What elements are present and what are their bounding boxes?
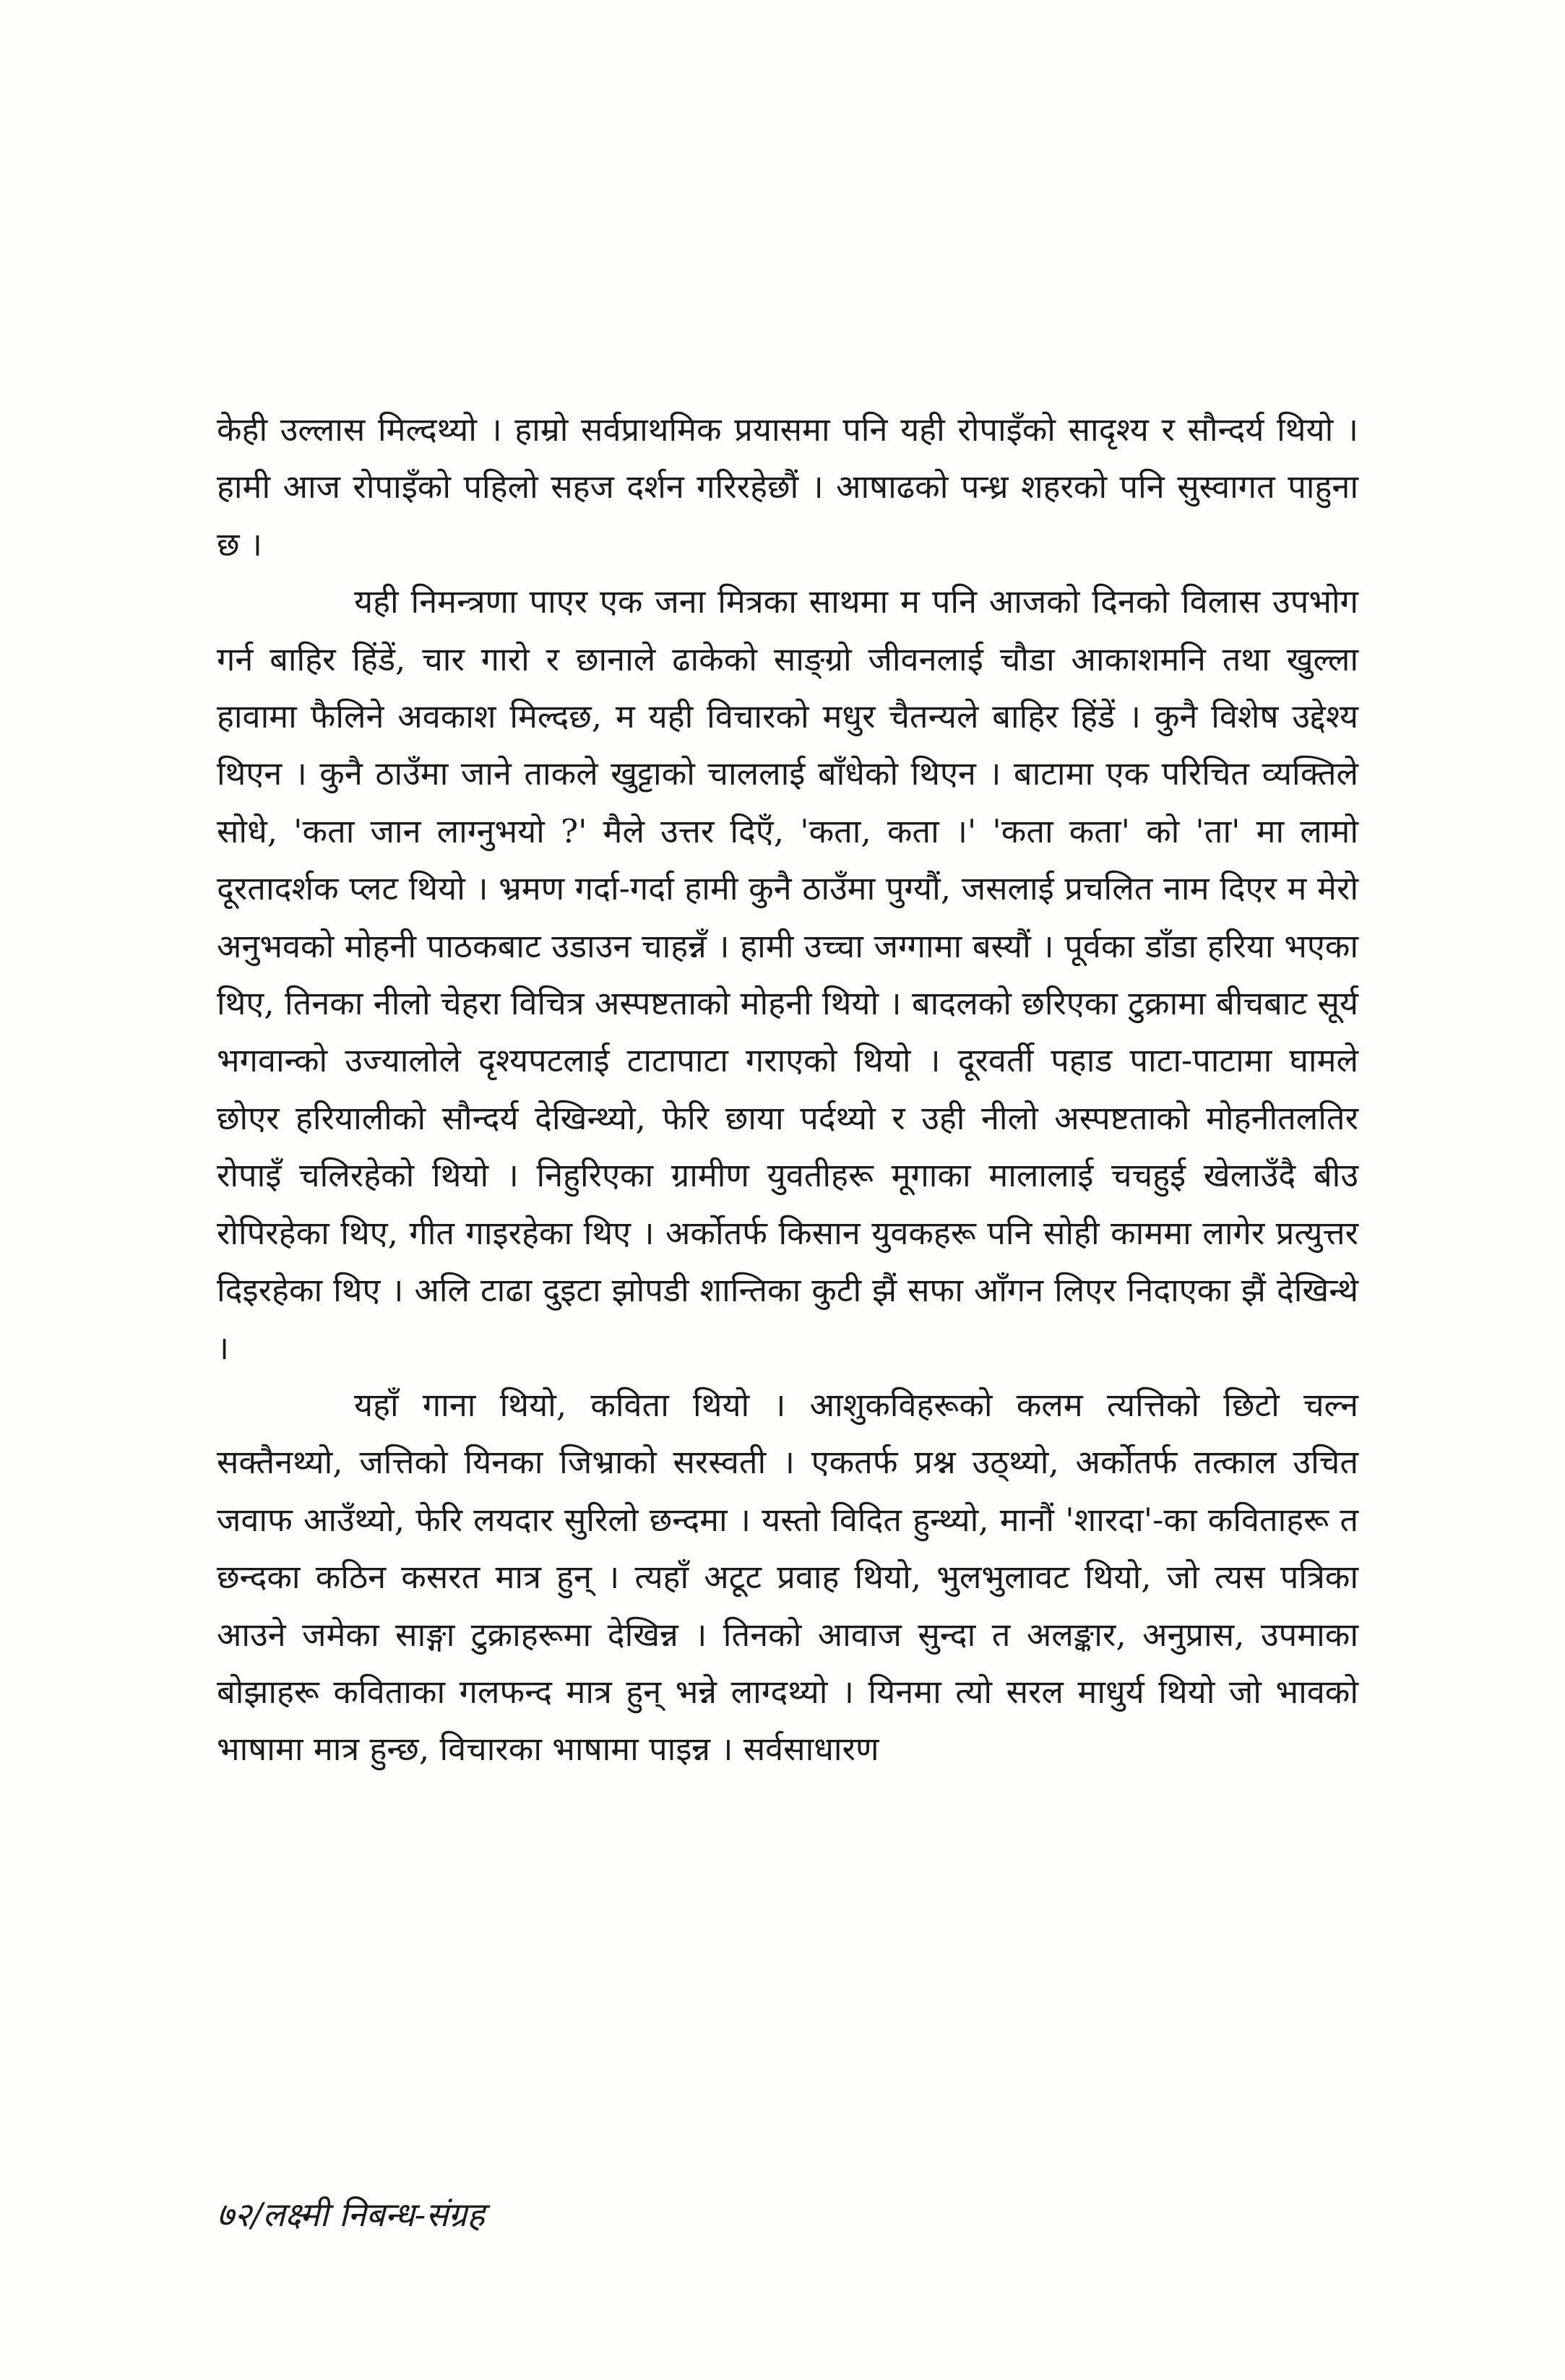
paragraph-2: यही निमन्त्रणा पाएर एक जना मित्रका साथमा म पनि आजको दिनको विलास उपभोग गर्न बाहिर हिंडें, चार गारो र छानाले ढाकेको साङ्ग्रो जीवनलाई चौडा आकाशमनि तथा खुल्ला हावामा फैलिने अवकाश मिल्दछ, म यही विचारको मधुर चैतन्यले बाहिर हिंडें । कुनै विशेष उद्देश्य थिएन । कुनै ठाउँमा जाने ताकले खुट्टाको चाललाई बाँधेको थिएन । बाटामा एक परिचित व्यक्तिले सोधे, 'कता जान लाग्नुभयो ?' मैले उत्तर दिएँ, 'कता, कता ।' 'कता कता' को 'ता' मा लामो दूरतादर्शक प्लट थियो । भ्रमण गर्दा-गर्दा हामी कुनै ठाउँमा पुग्यौं, जसलाई प्रचलित नाम दिएर म मेरो अनुभवको मोहनी पाठकबाट उडाउन चाहन्नँ । हामी उच्चा जग्गामा बस्यौं । पूर्वका डाँडा हरिया भएका थिए, तिनका नीलो चेहरा विचित्र अस्पष्टताको मोहनी थियो । बादलको छरिएका टुक्रामा बीचबाट सूर्य भगवान्को उज्यालोले दृश्यपटलाई टाटापाटा गराएको थियो । दूरवर्ती पहाड पाटा-पाटामा घामले छोएर हरियालीको सौन्दर्य देखिन्थ्यो, फेरि छाया पर्दथ्यो र उही नीलो अस्पष्टताको मोहनीतलतिर रोपाइँ चलिरहेको थियो । निहुरिएका ग्रामीण युवतीहरू मूगाका मालालाई चचहुई खेलाउँदै बीउ रोपिरहेका थिए, गीत गाइरहेका थिए । अर्कोतर्फ किसान युवकहरू पनि सोही काममा लागेर प्रत्युत्तर दिइरहेका थिए । अलि टाढा दुइटा झोपडी शान्तिका कुटी झैं सफा आँगन लिएर निदाएका झैं देखिन्थे । [217, 582, 1358, 1367]
paragraph-1: केही उल्लास मिल्दथ्यो । हाम्रो सर्वप्राथमिक प्रयासमा पनि यही रोपाइँको सादृश्य र सौन्दर्य थियो । हामी आज रोपाइँको पहिलो सहज दर्शन गरिरहेछौं । आषाढको पन्ध्र शहरको पनि सुस्वागत पाहुना छ । [217, 410, 1358, 564]
body-text [217, 401, 1358, 1778]
page-footer: ७२/लक्ष्मी निबन्ध-संग्रह [217, 2195, 485, 2234]
paragraph-3: यहाँ गाना थियो, कविता थियो । आशुकविहरूको कलम त्यत्तिको छिटो चल्न सक्तैनथ्यो, जत्तिको यिनका जिभ्राको सरस्वती । एकतर्फ प्रश्न उठ्थ्यो, अर्कोतर्फ तत्काल उचित जवाफ आउँथ्यो, फेरि लयदार सुरिलो छन्दमा । यस्तो विदित हुन्थ्यो, मानौं 'शारदा'-का कविताहरू त छन्दका कठिन कसरत मात्र हुन् । त्यहाँ अटूट प्रवाह थियो, भुलभुलावट थियो, जो त्यस पत्रिका आउने जमेका साङ्गा टुक्राहरूमा देखिन्न । तिनको आवाज सुन्दा त अलङ्कार, अनुप्रास, उपमाका बोझाहरू कविताका गलफन्द मात्र हुन् भन्ने लाग्दथ्यो । यिनमा त्यो सरल माधुर्य थियो जो भावको भाषामा मात्र हुन्छ, विचारका भाषामा पाइन्न । सर्वसाधारण [217, 1385, 1358, 1769]
